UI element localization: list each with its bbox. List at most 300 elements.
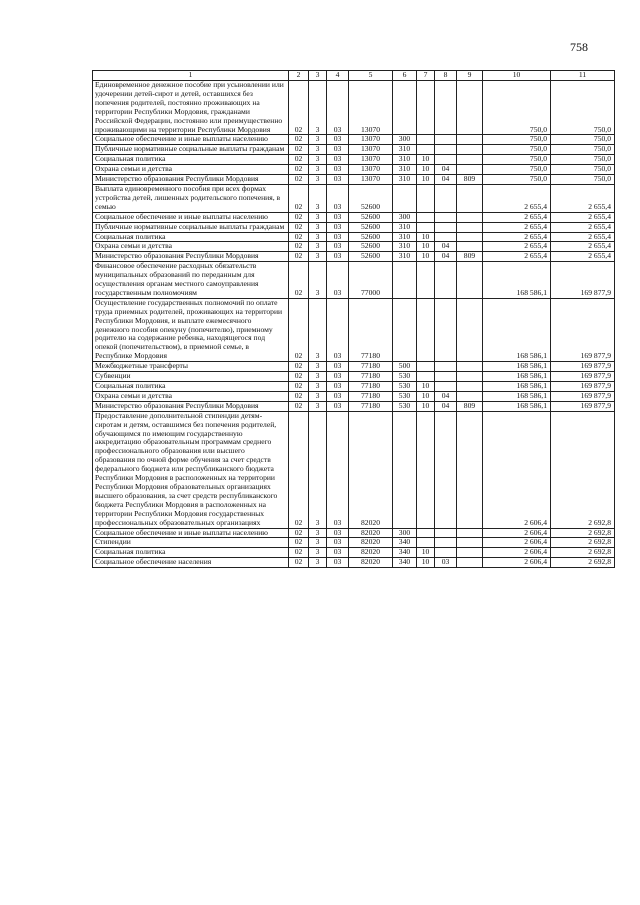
cell-col-6: 300 [393, 212, 417, 222]
page-number: 758 [570, 40, 588, 54]
cell-col-9 [457, 81, 483, 135]
table-row [93, 298, 615, 361]
cell-col-11: 169 877,9 [551, 401, 615, 411]
cell-col-10: 2 606,4 [483, 558, 551, 568]
cell-col-6: 310 [393, 145, 417, 155]
cell-col-2: 02 [289, 212, 309, 222]
cell-col-4: 03 [327, 81, 349, 135]
cell-col-8 [435, 528, 457, 538]
cell-col-8 [435, 382, 457, 392]
cell-col-4: 03 [327, 362, 349, 372]
row-description: Социальная политика [93, 382, 289, 392]
cell-col-5: 13070 [349, 175, 393, 185]
cell-col-8: 04 [435, 175, 457, 185]
cell-col-5: 77180 [349, 391, 393, 401]
cell-col-9 [457, 382, 483, 392]
cell-col-9 [457, 548, 483, 558]
cell-col-9 [457, 528, 483, 538]
cell-col-8 [435, 145, 457, 155]
cell-col-3: 3 [309, 558, 327, 568]
cell-col-5: 13070 [349, 135, 393, 145]
cell-col-3: 3 [309, 548, 327, 558]
table-row [93, 165, 615, 175]
cell-col-10: 750,0 [483, 165, 551, 175]
table-row [93, 411, 615, 528]
column-header-10: 10 [483, 71, 551, 81]
cell-col-3: 3 [309, 411, 327, 528]
cell-col-7 [417, 372, 435, 382]
cell-col-10: 2 655,4 [483, 242, 551, 252]
cell-col-6: 340 [393, 548, 417, 558]
row-description: Охрана семьи и детства [93, 391, 289, 401]
cell-col-7: 10 [417, 155, 435, 165]
row-description: Единовременное денежное пособие при усыновлении или удочерении детей-сирот и детей, оставшихся без попечения родителей, постоянно проживающих на территории Республики Мордовия, гражданами Российской Федерации, постоянно или преимущественно проживающими на территории Республики Мордовия [93, 81, 289, 135]
cell-col-2: 02 [289, 242, 309, 252]
row-description: Финансовое обеспечение расходных обязательств муниципальных образований по переданным для осуществления органам местного самоуправления государственным полномочиям [93, 262, 289, 299]
cell-col-11: 2 692,8 [551, 528, 615, 538]
cell-col-9 [457, 372, 483, 382]
cell-col-7: 10 [417, 252, 435, 262]
table-row [93, 362, 615, 372]
table-row [93, 222, 615, 232]
column-header-4: 4 [327, 71, 349, 81]
cell-col-7 [417, 298, 435, 361]
row-description: Публичные нормативные социальные выплаты гражданам [93, 222, 289, 232]
cell-col-5: 82020 [349, 528, 393, 538]
cell-col-8 [435, 298, 457, 361]
cell-col-2: 02 [289, 401, 309, 411]
cell-col-11: 2 692,8 [551, 558, 615, 568]
cell-col-11: 750,0 [551, 135, 615, 145]
cell-col-9: 809 [457, 401, 483, 411]
cell-col-7: 10 [417, 401, 435, 411]
cell-col-4: 03 [327, 538, 349, 548]
cell-col-8: 04 [435, 391, 457, 401]
cell-col-3: 3 [309, 232, 327, 242]
cell-col-6: 310 [393, 242, 417, 252]
row-description: Осуществление государственных полномочий по оплате труда приемных родителей, проживающих на территории Республики Мордовия, и выплате ежемесячного денежного пособия опекуну (попечителю), приемному родителю на содержание ребенка, находящегося под опекой (попечительством), в приемной семье, в Республике Мордовия [93, 298, 289, 361]
cell-col-2: 02 [289, 175, 309, 185]
cell-col-3: 3 [309, 222, 327, 232]
column-header-1: 1 [93, 71, 289, 81]
cell-col-6: 340 [393, 538, 417, 548]
cell-col-4: 03 [327, 262, 349, 299]
cell-col-10: 168 586,1 [483, 391, 551, 401]
row-description: Социальное обеспечение и иные выплаты населению [93, 528, 289, 538]
cell-col-6: 310 [393, 155, 417, 165]
cell-col-5: 77180 [349, 298, 393, 361]
cell-col-4: 03 [327, 222, 349, 232]
cell-col-6: 310 [393, 222, 417, 232]
column-header-5: 5 [349, 71, 393, 81]
cell-col-8 [435, 212, 457, 222]
cell-col-11: 750,0 [551, 165, 615, 175]
cell-col-4: 03 [327, 528, 349, 538]
cell-col-6: 500 [393, 362, 417, 372]
table-row [93, 212, 615, 222]
cell-col-7: 10 [417, 548, 435, 558]
cell-col-11: 2 655,4 [551, 184, 615, 212]
cell-col-2: 02 [289, 558, 309, 568]
cell-col-3: 3 [309, 262, 327, 299]
cell-col-6: 310 [393, 165, 417, 175]
cell-col-4: 03 [327, 135, 349, 145]
cell-col-11: 2 692,8 [551, 411, 615, 528]
cell-col-9 [457, 155, 483, 165]
cell-col-2: 02 [289, 528, 309, 538]
cell-col-9 [457, 411, 483, 528]
cell-col-7 [417, 222, 435, 232]
column-header-9: 9 [457, 71, 483, 81]
cell-col-4: 03 [327, 391, 349, 401]
cell-col-4: 03 [327, 298, 349, 361]
cell-col-6: 530 [393, 391, 417, 401]
cell-col-7 [417, 212, 435, 222]
cell-col-2: 02 [289, 298, 309, 361]
cell-col-5: 77180 [349, 372, 393, 382]
cell-col-10: 2 655,4 [483, 184, 551, 212]
row-description: Выплата единовременного пособия при всех формах устройства детей, лишенных родительского попечения, в семью [93, 184, 289, 212]
cell-col-2: 02 [289, 411, 309, 528]
cell-col-11: 169 877,9 [551, 391, 615, 401]
cell-col-4: 03 [327, 232, 349, 242]
cell-col-6: 300 [393, 135, 417, 145]
cell-col-5: 77180 [349, 382, 393, 392]
cell-col-5: 77180 [349, 362, 393, 372]
row-description: Социальное обеспечение населения [93, 558, 289, 568]
cell-col-7 [417, 145, 435, 155]
cell-col-2: 02 [289, 222, 309, 232]
cell-col-7: 10 [417, 382, 435, 392]
cell-col-5: 77180 [349, 401, 393, 411]
cell-col-6: 300 [393, 528, 417, 538]
cell-col-8 [435, 538, 457, 548]
cell-col-11: 2 692,8 [551, 548, 615, 558]
cell-col-9 [457, 262, 483, 299]
cell-col-9 [457, 212, 483, 222]
row-description: Социальная политика [93, 155, 289, 165]
cell-col-4: 03 [327, 401, 349, 411]
table-row [93, 135, 615, 145]
cell-col-11: 169 877,9 [551, 362, 615, 372]
cell-col-9 [457, 362, 483, 372]
row-description: Социальная политика [93, 232, 289, 242]
cell-col-8 [435, 184, 457, 212]
table-row [93, 81, 615, 135]
cell-col-8 [435, 372, 457, 382]
cell-col-2: 02 [289, 232, 309, 242]
cell-col-6: 310 [393, 232, 417, 242]
cell-col-9: 809 [457, 175, 483, 185]
cell-col-2: 02 [289, 382, 309, 392]
cell-col-9 [457, 184, 483, 212]
cell-col-9 [457, 391, 483, 401]
row-description: Межбюджетные трансферты [93, 362, 289, 372]
cell-col-4: 03 [327, 155, 349, 165]
cell-col-5: 52600 [349, 252, 393, 262]
cell-col-3: 3 [309, 175, 327, 185]
cell-col-10: 2 606,4 [483, 528, 551, 538]
table-row [93, 372, 615, 382]
cell-col-10: 168 586,1 [483, 372, 551, 382]
row-description: Социальная политика [93, 548, 289, 558]
cell-col-8: 04 [435, 165, 457, 175]
cell-col-10: 2 606,4 [483, 548, 551, 558]
cell-col-7 [417, 135, 435, 145]
cell-col-5: 82020 [349, 538, 393, 548]
cell-col-2: 02 [289, 135, 309, 145]
table-row [93, 252, 615, 262]
row-description: Социальное обеспечение и иные выплаты населению [93, 135, 289, 145]
cell-col-3: 3 [309, 401, 327, 411]
cell-col-6 [393, 81, 417, 135]
table-row [93, 382, 615, 392]
cell-col-10: 750,0 [483, 155, 551, 165]
cell-col-8 [435, 222, 457, 232]
cell-col-3: 3 [309, 135, 327, 145]
cell-col-10: 168 586,1 [483, 362, 551, 372]
cell-col-6: 530 [393, 382, 417, 392]
cell-col-2: 02 [289, 155, 309, 165]
cell-col-10: 168 586,1 [483, 401, 551, 411]
cell-col-11: 2 655,4 [551, 242, 615, 252]
cell-col-6 [393, 411, 417, 528]
cell-col-8: 04 [435, 242, 457, 252]
column-header-6: 6 [393, 71, 417, 81]
row-description: Стипендии [93, 538, 289, 548]
cell-col-4: 03 [327, 548, 349, 558]
cell-col-8 [435, 411, 457, 528]
cell-col-2: 02 [289, 391, 309, 401]
cell-col-3: 3 [309, 372, 327, 382]
cell-col-8 [435, 262, 457, 299]
row-description: Министерство образования Республики Мордовия [93, 401, 289, 411]
cell-col-10: 2 655,4 [483, 222, 551, 232]
cell-col-5: 13070 [349, 81, 393, 135]
cell-col-11: 169 877,9 [551, 262, 615, 299]
budget-table [92, 70, 615, 568]
cell-col-4: 03 [327, 184, 349, 212]
cell-col-4: 03 [327, 382, 349, 392]
cell-col-8: 03 [435, 558, 457, 568]
cell-col-3: 3 [309, 165, 327, 175]
cell-col-3: 3 [309, 242, 327, 252]
cell-col-8 [435, 232, 457, 242]
cell-col-2: 02 [289, 81, 309, 135]
cell-col-9 [457, 558, 483, 568]
cell-col-5: 52600 [349, 232, 393, 242]
cell-col-10: 2 655,4 [483, 232, 551, 242]
cell-col-5: 82020 [349, 548, 393, 558]
cell-col-9 [457, 232, 483, 242]
cell-col-4: 03 [327, 252, 349, 262]
cell-col-7 [417, 528, 435, 538]
cell-col-5: 52600 [349, 212, 393, 222]
table-row [93, 548, 615, 558]
row-description: Министерство образования Республики Мордовия [93, 252, 289, 262]
table-row [93, 155, 615, 165]
cell-col-7 [417, 81, 435, 135]
cell-col-7: 10 [417, 165, 435, 175]
cell-col-3: 3 [309, 362, 327, 372]
cell-col-7 [417, 262, 435, 299]
cell-col-8 [435, 135, 457, 145]
cell-col-10: 168 586,1 [483, 298, 551, 361]
cell-col-8 [435, 81, 457, 135]
cell-col-10: 750,0 [483, 81, 551, 135]
cell-col-4: 03 [327, 165, 349, 175]
cell-col-2: 02 [289, 548, 309, 558]
cell-col-9 [457, 165, 483, 175]
cell-col-2: 02 [289, 165, 309, 175]
cell-col-2: 02 [289, 372, 309, 382]
cell-col-3: 3 [309, 382, 327, 392]
cell-col-11: 2 692,8 [551, 538, 615, 548]
cell-col-10: 750,0 [483, 135, 551, 145]
cell-col-8 [435, 362, 457, 372]
column-header-3: 3 [309, 71, 327, 81]
cell-col-10: 2 606,4 [483, 411, 551, 528]
cell-col-2: 02 [289, 538, 309, 548]
table-row [93, 242, 615, 252]
row-description: Охрана семьи и детства [93, 165, 289, 175]
cell-col-4: 03 [327, 145, 349, 155]
table-row [93, 232, 615, 242]
cell-col-10: 750,0 [483, 175, 551, 185]
column-header-2: 2 [289, 71, 309, 81]
cell-col-11: 169 877,9 [551, 298, 615, 361]
cell-col-5: 52600 [349, 184, 393, 212]
table-row [93, 175, 615, 185]
cell-col-3: 3 [309, 538, 327, 548]
cell-col-3: 3 [309, 145, 327, 155]
cell-col-11: 750,0 [551, 145, 615, 155]
cell-col-5: 13070 [349, 155, 393, 165]
table-header-row [93, 71, 615, 81]
cell-col-7 [417, 538, 435, 548]
cell-col-10: 168 586,1 [483, 382, 551, 392]
cell-col-7: 10 [417, 558, 435, 568]
cell-col-2: 02 [289, 362, 309, 372]
row-description: Министерство образования Республики Мордовия [93, 175, 289, 185]
cell-col-11: 2 655,4 [551, 252, 615, 262]
cell-col-6: 310 [393, 252, 417, 262]
cell-col-9 [457, 135, 483, 145]
cell-col-6: 530 [393, 401, 417, 411]
table-row [93, 558, 615, 568]
cell-col-4: 03 [327, 212, 349, 222]
cell-col-4: 03 [327, 558, 349, 568]
table-row [93, 262, 615, 299]
cell-col-10: 2 655,4 [483, 252, 551, 262]
cell-col-2: 02 [289, 184, 309, 212]
row-description: Социальное обеспечение и иные выплаты населению [93, 212, 289, 222]
cell-col-9 [457, 298, 483, 361]
cell-col-6 [393, 298, 417, 361]
cell-col-3: 3 [309, 81, 327, 135]
cell-col-9 [457, 242, 483, 252]
cell-col-6 [393, 184, 417, 212]
cell-col-5: 13070 [349, 145, 393, 155]
cell-col-2: 02 [289, 252, 309, 262]
column-header-7: 7 [417, 71, 435, 81]
cell-col-2: 02 [289, 262, 309, 299]
cell-col-3: 3 [309, 184, 327, 212]
cell-col-5: 77000 [349, 262, 393, 299]
cell-col-11: 169 877,9 [551, 382, 615, 392]
cell-col-11: 2 655,4 [551, 232, 615, 242]
cell-col-9 [457, 145, 483, 155]
cell-col-11: 750,0 [551, 175, 615, 185]
cell-col-9 [457, 538, 483, 548]
cell-col-10: 2 655,4 [483, 212, 551, 222]
cell-col-11: 169 877,9 [551, 372, 615, 382]
cell-col-11: 750,0 [551, 81, 615, 135]
cell-col-5: 82020 [349, 411, 393, 528]
cell-col-4: 03 [327, 372, 349, 382]
cell-col-8: 04 [435, 252, 457, 262]
cell-col-3: 3 [309, 391, 327, 401]
cell-col-3: 3 [309, 155, 327, 165]
row-description: Публичные нормативные социальные выплаты гражданам [93, 145, 289, 155]
table-row [93, 184, 615, 212]
row-description: Охрана семьи и детства [93, 242, 289, 252]
column-header-11: 11 [551, 71, 615, 81]
cell-col-5: 52600 [349, 242, 393, 252]
cell-col-7 [417, 411, 435, 528]
cell-col-5: 82020 [349, 558, 393, 568]
cell-col-7: 10 [417, 391, 435, 401]
cell-col-9 [457, 222, 483, 232]
cell-col-3: 3 [309, 252, 327, 262]
cell-col-7: 10 [417, 175, 435, 185]
table-row [93, 145, 615, 155]
cell-col-7: 10 [417, 232, 435, 242]
cell-col-8: 04 [435, 401, 457, 411]
cell-col-4: 03 [327, 242, 349, 252]
cell-col-6: 310 [393, 175, 417, 185]
table-row [93, 401, 615, 411]
cell-col-11: 2 655,4 [551, 212, 615, 222]
cell-col-6: 340 [393, 558, 417, 568]
cell-col-3: 3 [309, 212, 327, 222]
cell-col-6 [393, 262, 417, 299]
cell-col-3: 3 [309, 298, 327, 361]
cell-col-11: 2 655,4 [551, 222, 615, 232]
cell-col-7 [417, 362, 435, 372]
cell-col-3: 3 [309, 528, 327, 538]
cell-col-11: 750,0 [551, 155, 615, 165]
column-header-8: 8 [435, 71, 457, 81]
table-row [93, 538, 615, 548]
cell-col-10: 168 586,1 [483, 262, 551, 299]
table-row [93, 528, 615, 538]
cell-col-2: 02 [289, 145, 309, 155]
row-description: Предоставление дополнительной стипендии детям-сиротам и детям, оставшимся без попечения родителей, обучающимся по имеющим государственную аккредитацию образовательным программам среднего профессионального образования или высшего образования по очной форме обучения за счет средств федерального бюджета или республиканского бюджета Республики Мордовия в расположенных на территории Республики Мордовия образовательных организациях высшего образования, за счет средств республиканского бюджета Республики Мордовия в расположенных на территории Республики Мордовия государственных профессиональных образовательных организациях [93, 411, 289, 528]
cell-col-10: 2 606,4 [483, 538, 551, 548]
row-description: Субвенции [93, 372, 289, 382]
cell-col-4: 03 [327, 411, 349, 528]
cell-col-7 [417, 184, 435, 212]
cell-col-7: 10 [417, 242, 435, 252]
cell-col-5: 52600 [349, 222, 393, 232]
cell-col-6: 530 [393, 372, 417, 382]
cell-col-8 [435, 548, 457, 558]
cell-col-10: 750,0 [483, 145, 551, 155]
cell-col-5: 13070 [349, 165, 393, 175]
cell-col-8 [435, 155, 457, 165]
cell-col-9: 809 [457, 252, 483, 262]
